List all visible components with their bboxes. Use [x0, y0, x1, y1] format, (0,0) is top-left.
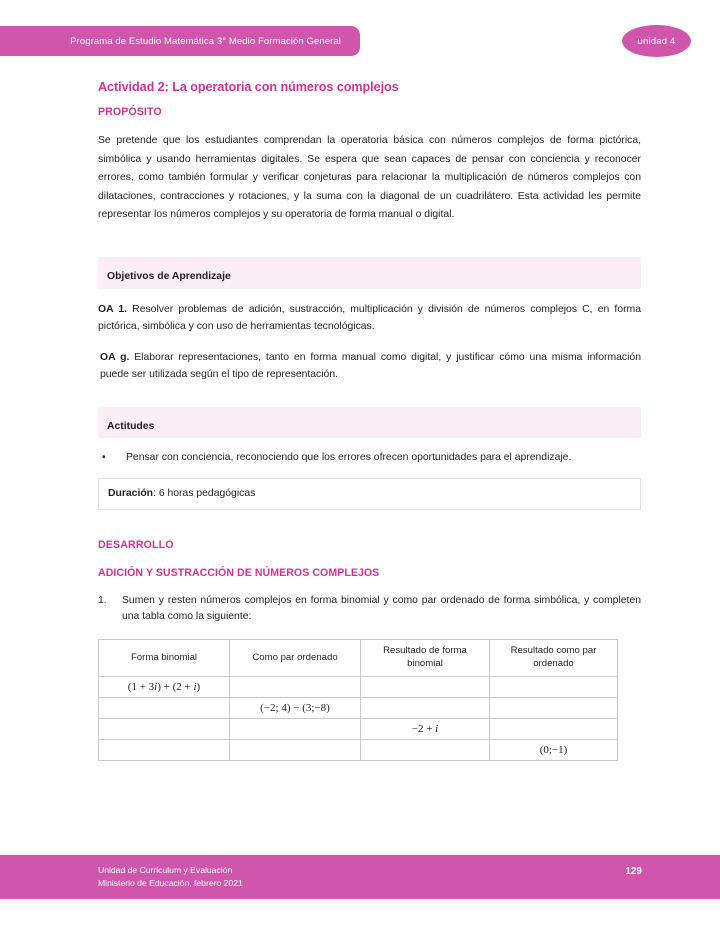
objetivos-band-title: Objetivos de Aprendizaje: [107, 270, 231, 282]
footer-bar: [0, 855, 720, 899]
table-cell: [361, 677, 490, 698]
table-cell: [230, 740, 361, 761]
actitud-text: Pensar con conciencia, reconociendo que los errores ofrecen oportunidades para el aprendizaje.: [126, 452, 572, 464]
table-row: [99, 677, 618, 698]
footer-line-1: Unidad de Curriculum y Evaluación: [98, 865, 233, 875]
duracion-separator: :: [153, 488, 159, 500]
table-cell: [99, 719, 230, 740]
page-title: Actividad 2: La operatoria con números complejos: [98, 80, 399, 94]
proposito-heading: PROPÓSITO: [98, 106, 162, 118]
duracion-box: [98, 478, 641, 510]
unit-badge-label: unidad 4: [637, 35, 676, 47]
table-cell: [361, 698, 490, 719]
header-banner: [0, 26, 360, 56]
desarrollo-subsection-heading: ADICIÓN Y SUSTRACCIÓN DE NÚMEROS COMPLEJOS: [98, 566, 380, 579]
unit-badge: [622, 25, 691, 57]
desarrollo-list-item: [98, 593, 641, 627]
table-cell: [230, 677, 361, 698]
table-cell: −2 + i: [361, 719, 490, 740]
duracion-value: 6 horas pedagógicas: [158, 488, 256, 500]
objetivos-band: [98, 257, 641, 289]
list-item-number: 1.: [98, 594, 107, 606]
objetivo-item-oa1: [98, 301, 641, 336]
table-row: [99, 698, 618, 719]
objetivo-text: Elaborar representaciones, tanto en forma manual como digital, y justificar cómo una misma información puede ser utilizada según el tipo de representación.: [100, 351, 641, 380]
table-cell: (0;−1): [490, 740, 618, 761]
actitudes-band: [98, 407, 641, 438]
page-number: 129: [625, 866, 642, 877]
footer-credits: [98, 864, 243, 890]
actitudes-band-title: Actitudes: [107, 421, 155, 433]
table-cell: (−2; 4) − (3;−8): [230, 698, 361, 719]
header-banner-text: Programa de Estudio Matemática 3° Medio Formación General: [70, 35, 341, 47]
table-header-cell: Resultado como par ordenado: [490, 640, 618, 677]
table-cell: [490, 719, 618, 740]
duracion-text: [108, 488, 255, 499]
table-row: [99, 719, 618, 740]
table-header-cell: Resultado de forma binomial: [361, 640, 490, 677]
footer-line-2: Ministerio de Educación, febrero 2021: [98, 878, 243, 889]
list-item-text: Sumen y resten números complejos en forma binomial y como par ordenado de forma simbólica, y completen una tabla como la siguiente:: [122, 594, 641, 623]
table-cell: [99, 740, 230, 761]
table-cell: [490, 698, 618, 719]
actitud-list-item: [98, 450, 641, 466]
desarrollo-heading: DESARROLLO: [98, 538, 174, 551]
objetivo-tag: OA 1.: [98, 303, 128, 315]
table-cell: (1 + 3i) + (2 + i): [99, 677, 230, 698]
table-header-cell: Forma binomial: [99, 640, 230, 677]
table-cell: [490, 677, 618, 698]
bullet-icon: •: [102, 452, 106, 464]
table-header-row: [99, 640, 618, 677]
document-content: [98, 80, 641, 761]
operations-table: [98, 639, 618, 761]
table-cell: [99, 698, 230, 719]
table-cell: [230, 719, 361, 740]
duracion-label: Duración: [108, 488, 154, 500]
table-row: [99, 740, 618, 761]
objetivo-tag: OA g.: [100, 351, 130, 363]
objetivo-text: Resolver problemas de adición, sustracción, multiplicación y división de números complejos C, en forma pictórica, simbólica y con uso de herramientas tecnológicas.: [98, 303, 641, 333]
objetivo-item-oag: [98, 349, 641, 384]
proposito-paragraph: Se pretende que los estudiantes comprendan la operatoria básica con números complejos de forma pictórica, simbólica y usando herramientas digitales. Se espera que sean capaces de pensar con conciencia y reconocer errores, como también formular y verificar conjeturas para relacionar la multiplicación de números complejos con dilataciones, contracciones y rotaciones, y la suma con la diagonal de un cuadrilátero. Esta actividad les permite representar los números complejos y su operatoria de forma manual o digital.: [98, 135, 641, 221]
table-cell: [361, 740, 490, 761]
table-header-cell: Como par ordenado: [230, 640, 361, 677]
